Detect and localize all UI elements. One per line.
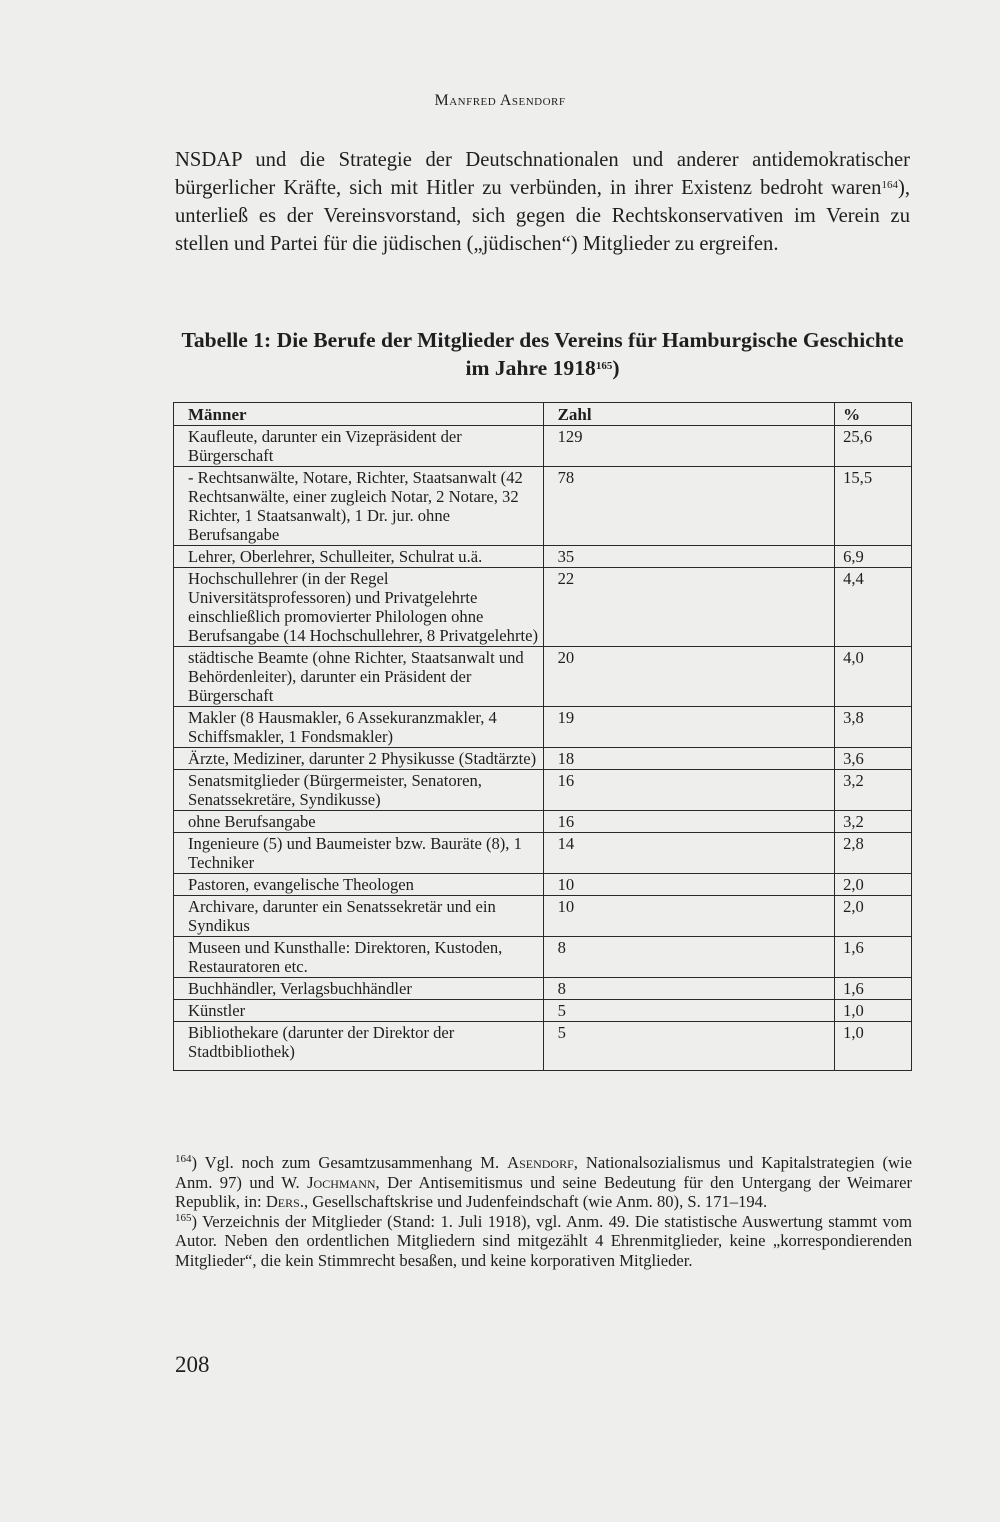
- percent-cell: 25,6: [835, 426, 912, 467]
- occupation-cell: Pastoren, evangelische Theologen: [174, 874, 544, 896]
- table-row: [174, 1022, 912, 1071]
- percent-cell: 2,8: [835, 833, 912, 874]
- footnote-text: ., Gesellschaftskrise und Judenfeindschaft (wie Anm. 80), S. 171–194.: [299, 1192, 768, 1211]
- table-title-close: ): [612, 356, 620, 380]
- occupation-cell: Ärzte, Mediziner, darunter 2 Physikusse (Stadtärzte): [174, 748, 544, 770]
- occupations-table: [173, 402, 912, 1071]
- table-row: [174, 874, 912, 896]
- table-row: [174, 647, 912, 707]
- occupation-cell: städtische Beamte (ohne Richter, Staatsanwalt und Behördenleiter), darunter ein Präsident der Bürgerschaft: [174, 647, 544, 707]
- count-cell: 78: [543, 467, 834, 546]
- occupation-cell: Künstler: [174, 1000, 544, 1022]
- footnote-text: ) Verzeichnis der Mitglieder (Stand: 1. Juli 1918), vgl. Anm. 49. Die statistische Auswertung stammt vom Autor. Neben den ordentlichen Mitgliedern sind mitgezählt 4 Ehrenmitglieder, keine „korrespondierenden Mitglieder“, die kein Stimmrecht besaßen, und keine korporativen Mitglieder.: [175, 1211, 912, 1270]
- percent-cell: 2,0: [835, 896, 912, 937]
- footnote-164: [175, 1153, 912, 1212]
- percent-cell: 1,6: [835, 978, 912, 1000]
- footnote-text: ) Vgl. noch zum Gesamtzusammenhang M.: [191, 1153, 508, 1172]
- table-title: [175, 326, 910, 382]
- table-row: [174, 896, 912, 937]
- percent-cell: 6,9: [835, 546, 912, 568]
- footnote-ref-165: 165: [595, 360, 613, 372]
- table-row: [174, 748, 912, 770]
- occupation-cell: Hochschullehrer (in der Regel Universitätsprofessoren) und Privatgelehrte einschließlich promovierter Philologen ohne Berufsangabe (14 Hochschullehrer, 8 Privatgelehrte): [174, 568, 544, 647]
- count-cell: 14: [543, 833, 834, 874]
- author-name: Jochmann: [307, 1172, 376, 1192]
- body-text-end: ), unterließ es der Vereinsvorstand, sich gegen die Rechtskonservativen im Verein zu stellen und Partei für die jüdischen („jüdischen“) Mitglieder zu ergreifen.: [175, 177, 910, 255]
- header-percent: %: [835, 403, 912, 426]
- percent-cell: 3,2: [835, 770, 912, 811]
- percent-cell: 1,0: [835, 1000, 912, 1022]
- percent-cell: 4,4: [835, 568, 912, 647]
- occupation-cell: Archivare, darunter ein Senatssekretär und ein Syndikus: [174, 896, 544, 937]
- occupation-cell: Bibliothekare (darunter der Direktor der Stadtbibliothek): [174, 1022, 544, 1071]
- author-name: Ders: [265, 1192, 300, 1211]
- count-cell: 8: [543, 978, 834, 1000]
- percent-cell: 1,0: [835, 1022, 912, 1071]
- occupation-cell: Makler (8 Hausmakler, 6 Assekuranzmakler, 4 Schiffsmakler, 1 Fondsmakler): [174, 707, 544, 748]
- occupation-cell: Senatsmitglieder (Bürgermeister, Senatoren, Senatssekretäre, Syndikusse): [174, 770, 544, 811]
- percent-cell: 3,2: [835, 811, 912, 833]
- table-row: [174, 770, 912, 811]
- count-cell: 22: [543, 568, 834, 647]
- count-cell: 5: [543, 1000, 834, 1022]
- count-cell: 10: [543, 874, 834, 896]
- table-row: [174, 833, 912, 874]
- body-text-start: NSDAP und die Strategie der Deutschnationalen und anderer antidemokratischer bürgerlicher Kräfte, sich mit Hitler zu verbünden, in ihrer Existenz bedroht waren: [175, 149, 910, 199]
- footnote-number: 164: [175, 1153, 192, 1165]
- count-cell: 18: [543, 748, 834, 770]
- occupation-cell: Buchhändler, Verlagsbuchhändler: [174, 978, 544, 1000]
- table-row: [174, 426, 912, 467]
- occupation-cell: Ingenieure (5) und Baumeister bzw. Bauräte (8), 1 Techniker: [174, 833, 544, 874]
- count-cell: 19: [543, 707, 834, 748]
- count-cell: 35: [543, 546, 834, 568]
- count-cell: 16: [543, 811, 834, 833]
- table-row: [174, 1000, 912, 1022]
- table-header-row: [174, 403, 912, 426]
- header-men: Männer: [174, 403, 544, 426]
- table-row: [174, 546, 912, 568]
- count-cell: 10: [543, 896, 834, 937]
- table-row: [174, 811, 912, 833]
- table-title-text: Tabelle 1: Die Berufe der Mitglieder des Vereins für Hamburgische Geschichte im Jahre 1918: [181, 328, 904, 380]
- occupation-cell: Museen und Kunsthalle: Direktoren, Kustoden, Restauratoren etc.: [174, 937, 544, 978]
- header-count: Zahl: [543, 403, 834, 426]
- percent-cell: 15,5: [835, 467, 912, 546]
- occupation-cell: Lehrer, Oberlehrer, Schulleiter, Schulrat u.ä.: [174, 546, 544, 568]
- table-row: [174, 568, 912, 647]
- body-paragraph: [175, 146, 910, 258]
- count-cell: 20: [543, 647, 834, 707]
- table-row: [174, 467, 912, 546]
- footnotes: [175, 1153, 912, 1270]
- footnote-165: [175, 1212, 912, 1271]
- percent-cell: 1,6: [835, 937, 912, 978]
- percent-cell: 4,0: [835, 647, 912, 707]
- author-name: Asendorf: [507, 1153, 574, 1172]
- count-cell: 16: [543, 770, 834, 811]
- count-cell: 129: [543, 426, 834, 467]
- count-cell: 8: [543, 937, 834, 978]
- footnote-text: , Der Antisemitismus und seine Bedeutung für den Untergang der Weimarer Republik, in:: [175, 1172, 912, 1211]
- count-cell: 5: [543, 1022, 834, 1071]
- percent-cell: 2,0: [835, 874, 912, 896]
- footnote-text: , Nationalsozialismus und Kapitalstrategien (wie Anm. 97) und W.: [175, 1153, 912, 1192]
- percent-cell: 3,6: [835, 748, 912, 770]
- percent-cell: 3,8: [835, 707, 912, 748]
- table-row: [174, 978, 912, 1000]
- page-number: 208: [175, 1352, 210, 1377]
- table-row: [174, 937, 912, 978]
- table-row: [174, 707, 912, 748]
- occupation-cell: - Rechtsanwälte, Notare, Richter, Staatsanwalt (42 Rechtsanwälte, einer zugleich Notar, 2 Notare, 32 Richter, 1 Staatsanwalt), 1 Dr. jur. ohne Berufsangabe: [174, 467, 544, 546]
- footnote-number: 165: [175, 1211, 192, 1224]
- running-head: Manfred Asendorf: [434, 92, 566, 109]
- occupation-cell: Kaufleute, darunter ein Vizepräsident der Bürgerschaft: [174, 426, 544, 467]
- footnote-ref-164: 164: [881, 179, 898, 191]
- occupation-cell: ohne Berufsangabe: [174, 811, 544, 833]
